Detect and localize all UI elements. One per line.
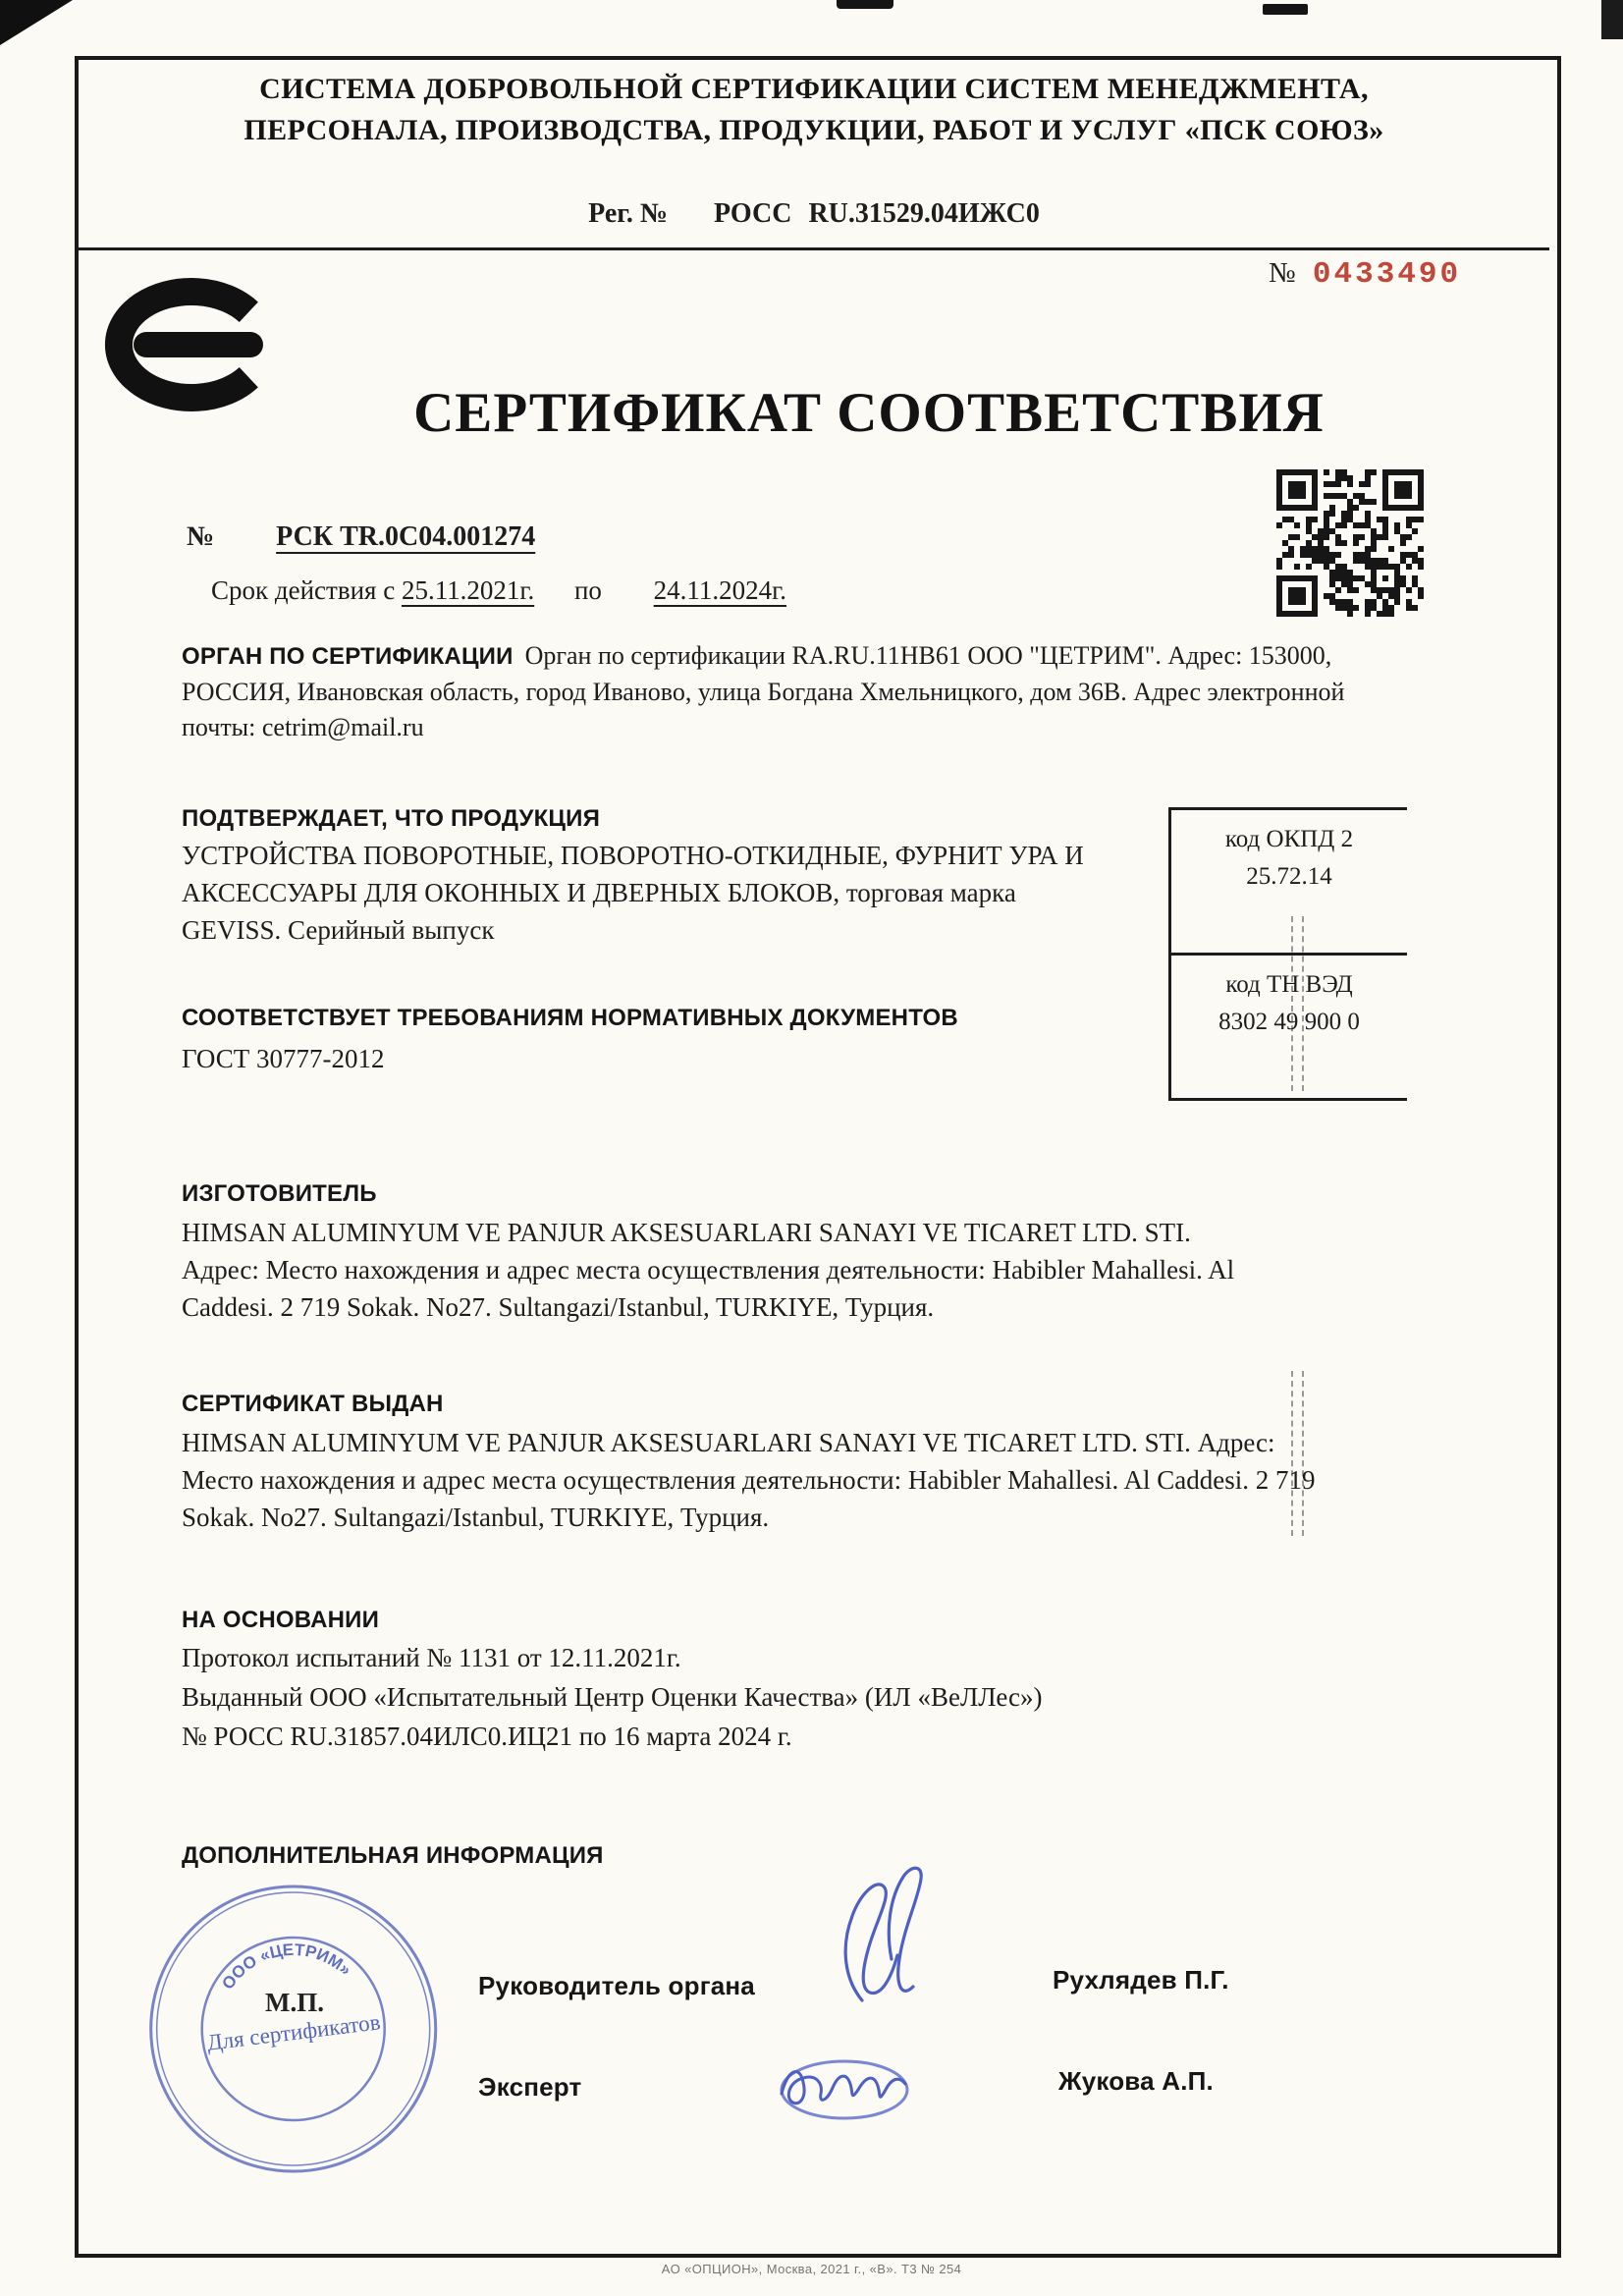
printer-imprint: АО «ОПЦИОН», Москва, 2021 г., «В». Т3 № 254 [661, 2262, 962, 2276]
issued-to-label: СЕРТИФИКАТ ВЫДАН [182, 1391, 444, 1417]
psk-soyuz-logo [98, 277, 291, 417]
okpd-label: код ОКПД 2 [1224, 826, 1354, 852]
header-divider [79, 247, 1549, 250]
expert-label: Эксперт [478, 2072, 582, 2102]
validity-line [211, 575, 786, 606]
validity-prefix: Срок действия с [211, 575, 396, 605]
requirements-standard: ГОСТ 30777-2012 [182, 1044, 385, 1073]
tnved-label: код ТН ВЭД [1225, 971, 1353, 998]
additional-info-label: ДОПОЛНИТЕЛЬНАЯ ИНФОРМАЦИЯ [182, 1842, 604, 1869]
head-signature-icon [776, 1861, 972, 2018]
basis-line: № РОСС RU.31857.04ИЛС0.ИЦ21 по 16 марта 2024 г. [182, 1722, 792, 1751]
registration-label: Рег. № [588, 198, 668, 229]
product-section-label: ПОДТВЕРЖДАЕТ, ЧТО ПРОДУКЦИЯ [182, 805, 601, 832]
expert-name: Жукова А.П. [1058, 2066, 1214, 2096]
certification-body-text: Орган по сертификации RA.RU.11НВ61 ООО "ЦЕТРИМ". Адрес: 153000, РОССИЯ, Ивановская область, город Иваново, улица Богдана Хмельницкого, дом 36В. Адрес электронной почты: cetrim@mail.ru [182, 641, 1345, 741]
blank-number [1269, 257, 1461, 292]
certificate-number-value: РСК TR.0C04.001274 [276, 521, 536, 552]
manufacturer-label: ИЗГОТОВИТЕЛЬ [182, 1180, 377, 1207]
scan-artifact [1601, 0, 1623, 39]
qr-code [1276, 469, 1424, 622]
page-title: СЕРТИФИКАТ СООТВЕТСТВИЯ [413, 382, 1325, 444]
manufacturer-address: Адрес: Место нахождения и адрес места осуществления деятельности: Habibler Mahallesi. Al Caddesi. 2 719 Sokak. No27. Sultangazi/Istanbul, TURKIYE, Турция. [182, 1255, 1235, 1322]
expert-signature-icon [766, 2033, 943, 2131]
head-of-body-name: Рухлядев П.Г. [1053, 1965, 1229, 1995]
qr-code-icon [1276, 469, 1424, 617]
blank-number-value: 0433490 [1312, 257, 1462, 292]
basis-block [182, 1638, 1360, 1756]
issued-to-text: HIMSAN ALUMINYUM VE PANJUR AKSESUARLARI SANAYI VE TICARET LTD. STI. Адрес: Место нахождения и адрес места осуществления деятельности: Habibler Mahallesi. Al Caddesi. 2 719 Sokak. No27. Sultangazi/Istanbul, TURKIYE, Турция. [182, 1428, 1316, 1532]
registration-number: РОСС RU.31529.04ИЖС0 [713, 198, 1040, 229]
tnved-cell [1171, 956, 1407, 1098]
codes-box [1168, 807, 1407, 1101]
okpd-value: 25.72.14 [1246, 863, 1332, 890]
system-name-line2: ПЕРСОНАЛА, ПРОИЗВОДСТВА, ПРОДУКЦИИ, РАБОТ И УСЛУГ «ПСК СОЮЗ» [243, 114, 1384, 146]
basis-label: НА ОСНОВАНИИ [182, 1607, 380, 1633]
svg-text:ООО «ЦЕТРИМ» [214, 1933, 356, 1995]
system-name-line1: СИСТЕМА ДОБРОВОЛЬНОЙ СЕРТИФИКАЦИИ СИСТЕМ МЕНЕДЖМЕНТА, [259, 73, 1369, 105]
product-description: УСТРОЙСТВА ПОВОРОТНЫЕ, ПОВОРОТНО-ОТКИДНЫЕ, ФУРНИТ УРА И АКСЕССУАРЫ ДЛЯ ОКОННЫХ И ДВЕРНЫХ БЛОКОВ, торговая марка GEVISS. Серийный выпуск [182, 841, 1084, 945]
basis-line: Протокол испытаний № 1131 от 12.11.2021г. [182, 1643, 681, 1672]
manufacturer-name: HIMSAN ALUMINYUM VE PANJUR AKSESUARLARI SANAYI VE TICARET LTD. STI. [182, 1218, 1191, 1247]
mp-seal-label: М.П. [265, 1988, 324, 2017]
manufacturer-block [182, 1214, 1301, 1326]
registration-line [79, 198, 1549, 230]
okpd-cell [1171, 810, 1407, 953]
certificate-number-line [187, 521, 535, 553]
validity-mid: по [573, 575, 602, 605]
stamp-org-text: ООО «ЦЕТРИМ» [218, 1940, 355, 1994]
head-of-body-label: Руководитель органа [478, 1971, 755, 2000]
validity-to-date: 24.11.2024г. [653, 575, 786, 605]
certification-body-section [182, 638, 1404, 745]
requirements-label: СООТВЕТСТВУЕТ ТРЕБОВАНИЯМ НОРМАТИВНЫХ ДОКУМЕНТОВ [182, 1005, 958, 1031]
stamp [128, 1864, 459, 2200]
certificate-number-label: № [187, 521, 215, 552]
validity-from-date: 25.11.2021г. [401, 575, 535, 605]
blank-number-sign: № [1269, 257, 1296, 289]
certification-body-label: ОРГАН ПО СЕРТИФИКАЦИИ [182, 643, 514, 670]
tnved-value: 8302 49 900 0 [1218, 1009, 1360, 1035]
stamp-center-text: Для сертификатов [205, 2009, 382, 2055]
scan-artifact [1263, 4, 1308, 15]
logo-c-icon [98, 277, 291, 412]
head-signature [776, 1861, 972, 2023]
basis-line: Выданный ООО «Испытательный Центр Оценки Качества» (ИЛ «ВеЛЛес») [182, 1682, 1043, 1712]
expert-signature [766, 2033, 943, 2136]
scan-artifact [0, 0, 73, 45]
scan-artifact [837, 0, 893, 9]
stamp-circle-icon [128, 1864, 459, 2195]
